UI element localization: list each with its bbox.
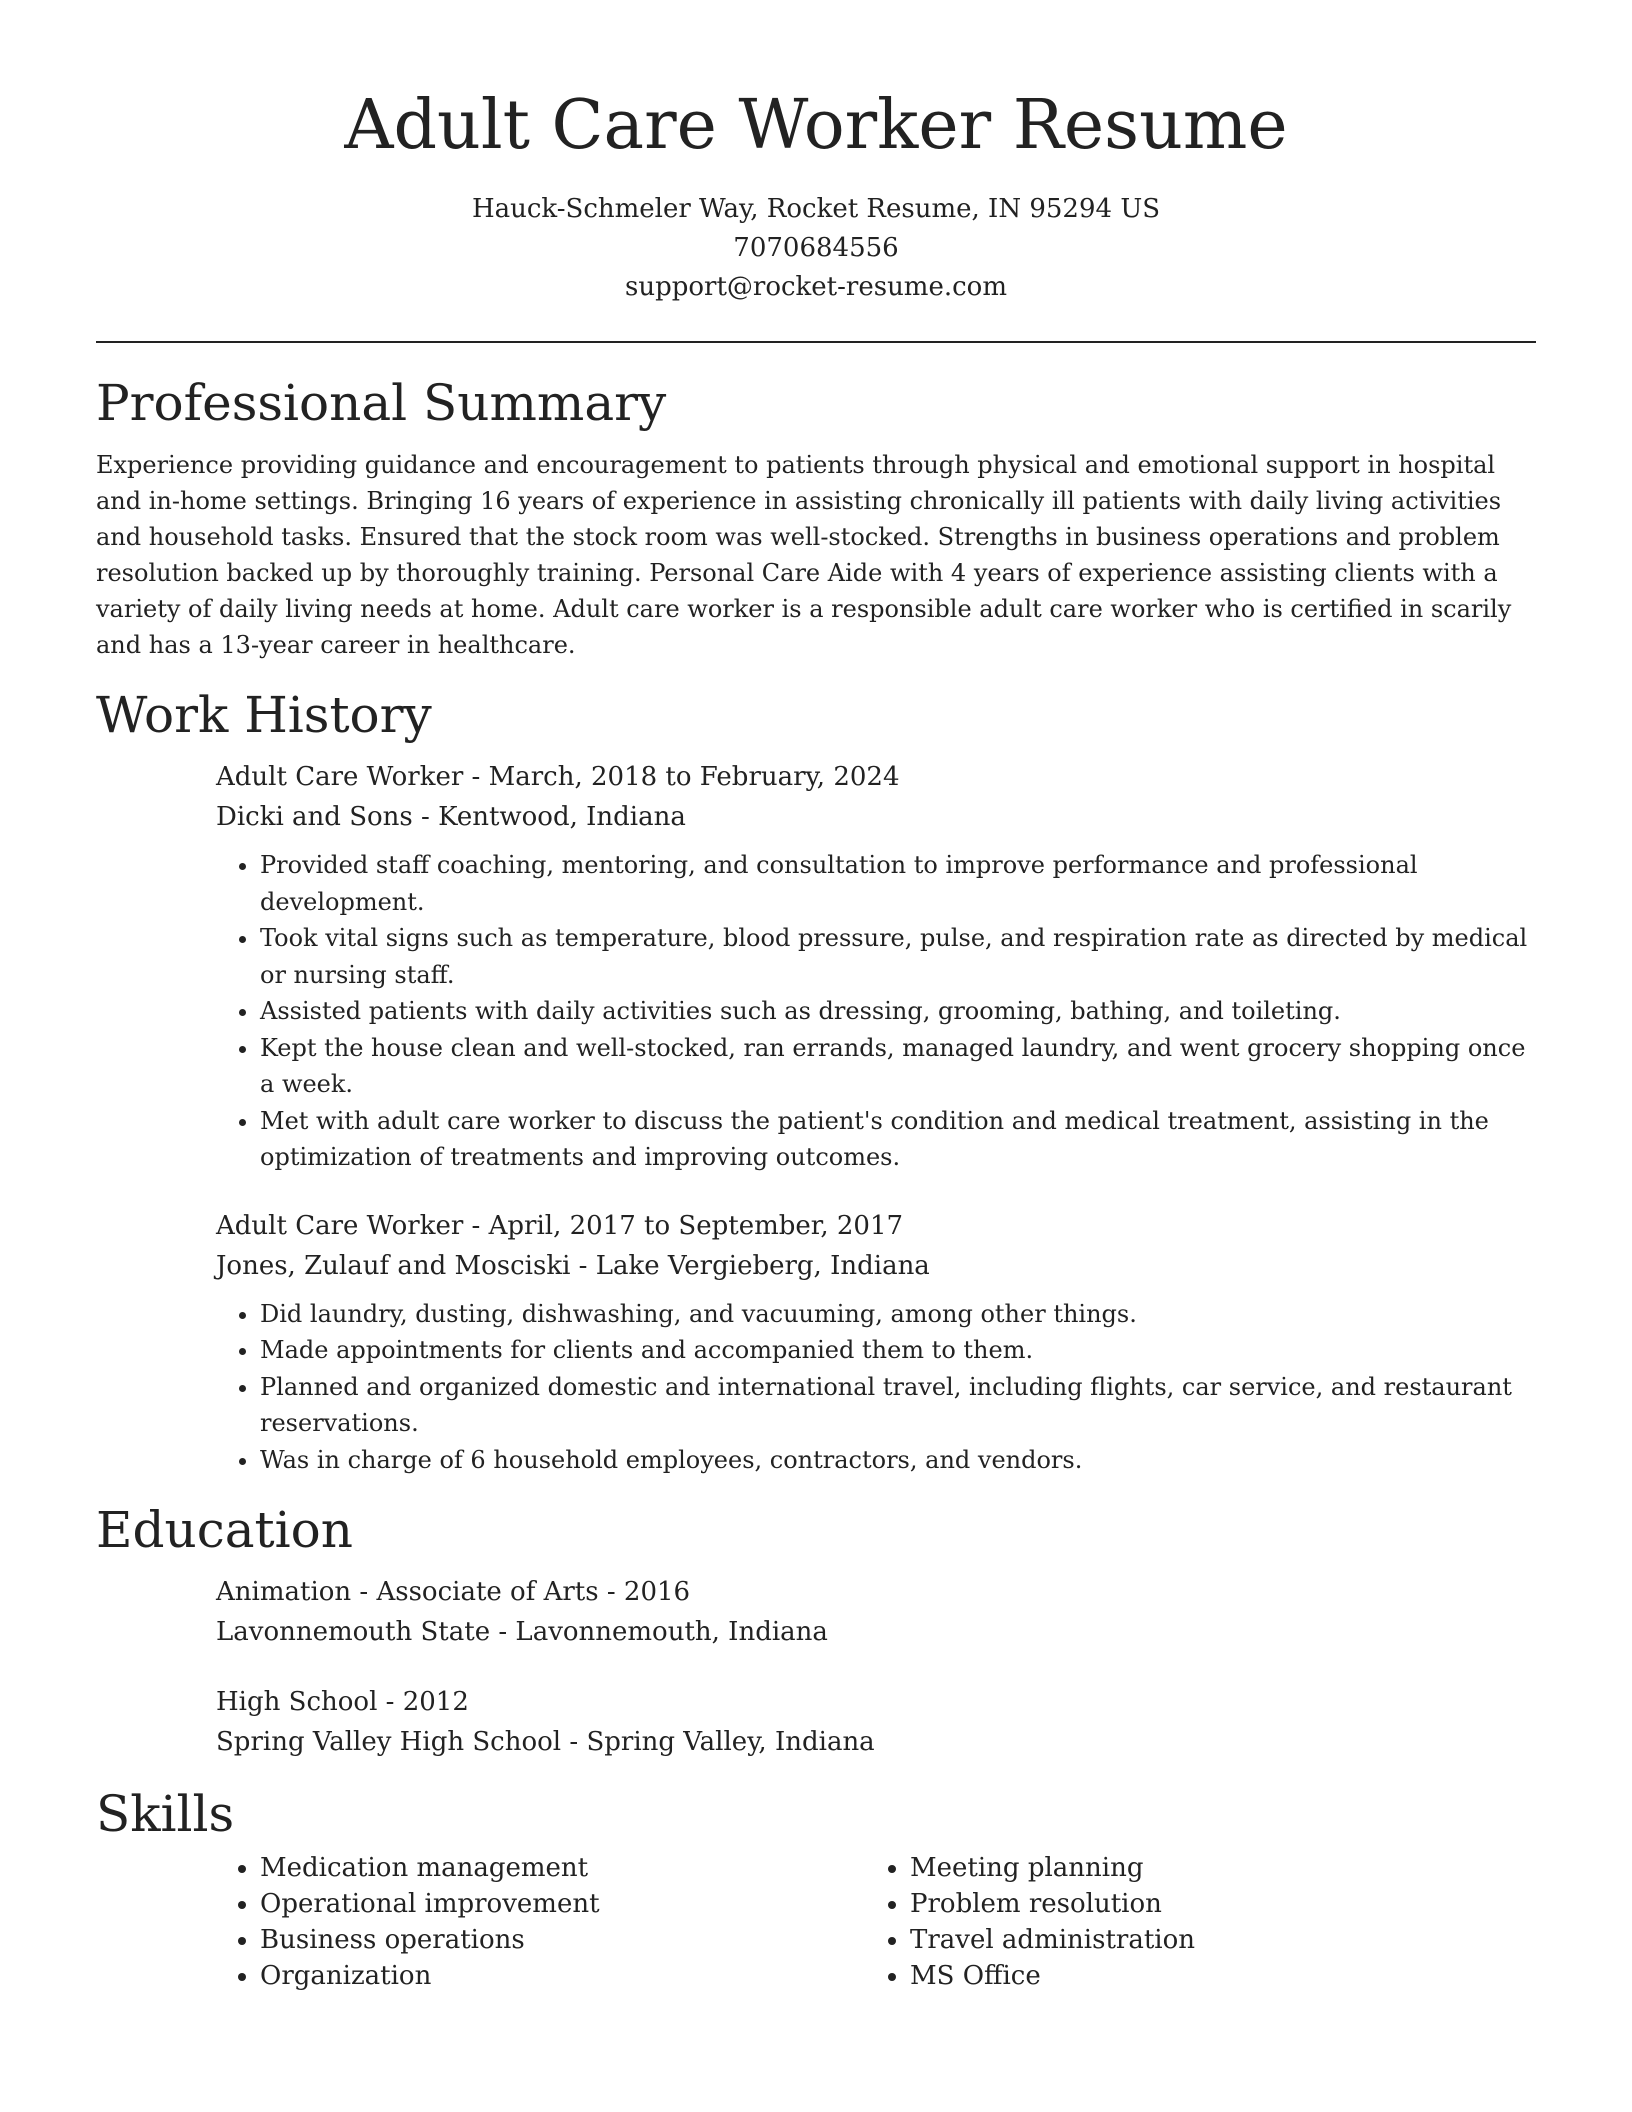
list-item: • Planned and organized domestic and international travel, including flights, car service, and restaurant reservations. <box>260 1369 1536 1442</box>
education-heading: Education <box>96 1501 353 1559</box>
education-entry <box>216 1682 1536 1762</box>
job-company: Jones, Zulauf and Mosciski <box>216 1250 571 1281</box>
education-degree: Animation - Associate of Arts - 2016 <box>216 1577 691 1607</box>
skills-columns <box>216 1850 1536 1994</box>
job-dates: April, 2017 to September, 2017 <box>488 1210 904 1241</box>
education-school: Lavonnemouth State <box>216 1617 491 1647</box>
contact-email: support@rocket-resume.com <box>624 272 1007 302</box>
skill-item: • Medication management <box>260 1850 866 1886</box>
resume-title: Adult Care Worker Resume <box>344 86 1288 165</box>
skill-item: • MS Office <box>910 1958 1516 1994</box>
job-bullets <box>216 847 1536 1176</box>
job-entry <box>216 757 1536 1176</box>
resume-header <box>96 0 1536 307</box>
skill-item: • Meeting planning <box>910 1850 1516 1886</box>
list-item: • Made appointments for clients and accompanied them to them. <box>260 1332 1536 1369</box>
job-company-line: Jones, Zulauf and Mosciski - Lake Vergieberg, Indiana <box>216 1250 930 1281</box>
job-location: Kentwood, Indiana <box>438 802 686 832</box>
contact-block <box>96 190 1536 307</box>
job-company-line: Dicki and Sons - Kentwood, Indiana <box>216 802 686 832</box>
job-company: Dicki and Sons <box>216 802 413 832</box>
work-history-section <box>96 685 1536 1478</box>
job-bullets <box>216 1296 1536 1479</box>
skill-item: • Business operations <box>260 1922 866 1958</box>
job-entry <box>216 1206 1536 1479</box>
header-divider <box>96 341 1536 343</box>
job-title-line: Adult Care Worker - April, 2017 to September, 2017 <box>216 1210 904 1241</box>
job-role: Adult Care Worker <box>216 762 464 792</box>
skill-item: • Travel administration <box>910 1922 1516 1958</box>
education-location: Spring Valley, Indiana <box>586 1727 875 1757</box>
list-item: • Kept the house clean and well-stocked, ran errands, managed laundry, and went grocery shopping once a week. <box>260 1030 1536 1103</box>
job-title-line: Adult Care Worker - March, 2018 to February, 2024 <box>216 762 900 792</box>
job-location: Lake Vergieberg, Indiana <box>595 1250 930 1281</box>
contact-phone: 7070684556 <box>733 233 899 263</box>
education-location: Lavonnemouth, Indiana <box>515 1617 828 1647</box>
summary-text: Experience providing guidance and encouragement to patients through physical and emotional support in hospital and in-home settings. Bringing 16 years of experience in assisting chronically ill patients with daily living activities and household tasks. Ensured that the stock room was well-stocked. Strengths in business operations and problem resolution backed up by thoroughly training. Personal Care Aide with 4 years of experience assisting clients with a variety of daily living needs at home. Adult care worker is a responsible adult care worker who is certified in scarily and has a 13-year career in healthcare. <box>96 451 1512 659</box>
skills-right-column <box>866 1850 1516 1994</box>
list-item: • Met with adult care worker to discuss the patient's condition and medical treatment, assisting in the optimization of treatments and improving outcomes. <box>260 1103 1536 1176</box>
skill-item: • Organization <box>260 1958 866 1994</box>
job-role: Adult Care Worker <box>216 1210 464 1241</box>
education-section <box>96 1500 1536 1762</box>
summary-section <box>96 373 1536 663</box>
skills-heading: Skills <box>96 1785 235 1843</box>
summary-heading: Professional Summary <box>96 374 667 432</box>
job-dates: March, 2018 to February, 2024 <box>488 762 900 792</box>
list-item: • Was in charge of 6 household employees, contractors, and vendors. <box>260 1442 1536 1479</box>
education-school-line: Spring Valley High School - Spring Valley, Indiana <box>216 1727 875 1757</box>
list-item: • Took vital signs such as temperature, blood pressure, pulse, and respiration rate as directed by medical or nursing staff. <box>260 920 1536 993</box>
list-item: • Provided staff coaching, mentoring, and consultation to improve performance and professional development. <box>260 847 1536 920</box>
skills-left-column <box>216 1850 866 1994</box>
education-school-line: Lavonnemouth State - Lavonnemouth, Indiana <box>216 1617 828 1647</box>
education-entry <box>216 1572 1536 1652</box>
skills-section <box>96 1784 1536 1994</box>
education-school: Spring Valley High School <box>216 1727 562 1757</box>
skill-item: • Operational improvement <box>260 1886 866 1922</box>
list-item: • Did laundry, dusting, dishwashing, and vacuuming, among other things. <box>260 1296 1536 1333</box>
work-history-heading: Work History <box>96 686 432 744</box>
education-degree: High School - 2012 <box>216 1687 469 1717</box>
list-item: • Assisted patients with daily activities such as dressing, grooming, bathing, and toileting. <box>260 993 1536 1030</box>
skill-item: • Problem resolution <box>910 1886 1516 1922</box>
contact-address: Hauck-Schmeler Way, Rocket Resume, IN 95294 US <box>471 194 1161 224</box>
